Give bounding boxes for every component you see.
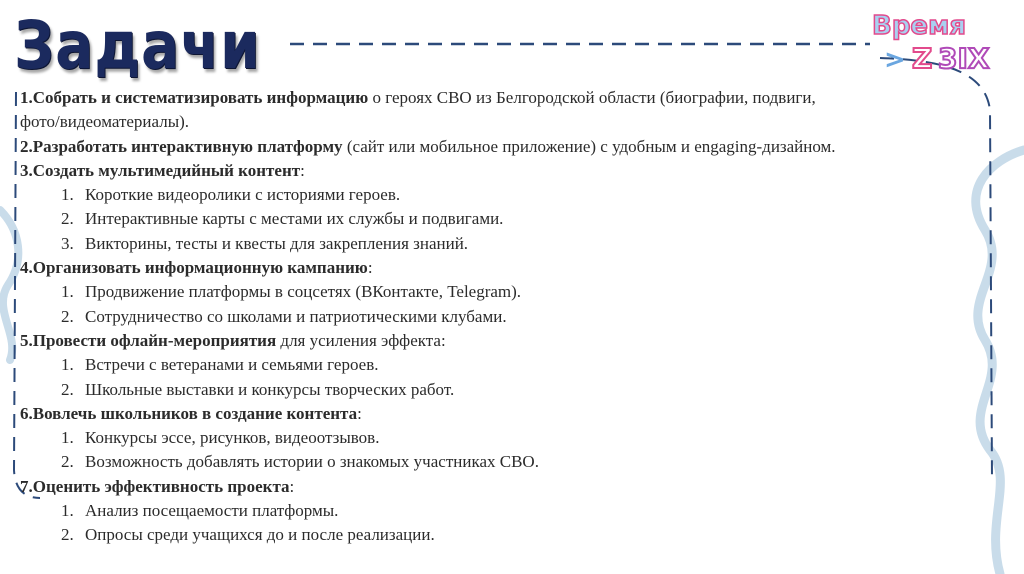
subtask-list — [20, 426, 1000, 475]
subtask-item — [20, 207, 1000, 231]
subtask-list — [20, 353, 1000, 402]
task-heading: Организовать информационную кампанию — [32, 258, 368, 278]
task-description: (сайт или мобильное приложение) с удобным и engaging-дизайном. — [342, 136, 836, 156]
task-heading: Разработать интерактивную платформу — [32, 136, 343, 156]
subtask-item — [20, 499, 1000, 523]
subtask-number: 3. — [61, 233, 74, 253]
subtask-text: Анализ посещаемости платформы. — [85, 501, 339, 521]
subtask-item — [20, 183, 1000, 207]
task-description: : — [289, 476, 295, 496]
subtask-number: 2. — [61, 209, 74, 229]
subtask-number: 1. — [61, 282, 74, 302]
subtask-item — [20, 523, 1000, 547]
logo-text-bottom: Z — [912, 42, 933, 75]
task-heading: Собрать и систематизировать информацию — [32, 88, 369, 107]
task-number: 4. — [20, 258, 33, 278]
project-logo — [862, 4, 1012, 76]
task-item — [20, 256, 1000, 280]
subtask-item — [20, 353, 1000, 377]
task-number: 1. — [20, 88, 33, 107]
subtask-number: 1. — [61, 428, 74, 448]
logo-chevron: > — [884, 45, 906, 75]
subtask-text: Встречи с ветеранами и семьями героев. — [85, 355, 379, 375]
subtask-number: 2. — [61, 306, 74, 326]
task-heading: Вовлечь школьников в создание контента — [32, 403, 358, 423]
task-number: 5. — [20, 330, 33, 350]
subtask-text: Конкурсы эссе, рисунков, видеоотзывов. — [85, 428, 380, 448]
task-description: : — [300, 160, 305, 180]
subtask-text: Опросы среди учащихся до и после реализации. — [85, 525, 435, 545]
subtask-number: 1. — [61, 355, 74, 375]
subtask-list — [20, 499, 1000, 548]
task-item — [20, 402, 1000, 426]
subtask-list — [20, 183, 1000, 256]
subtask-text: Продвижение платформы в соцсетях (ВКонтакте, Telegram). — [85, 282, 522, 302]
task-item — [20, 329, 1000, 353]
subtask-text: Интерактивные карты с местами их службы и подвигами. — [85, 209, 504, 229]
task-description: о героях СВО из Белгородской области (биографии, подвиги, — [368, 88, 816, 107]
subtask-text: Сотрудничество со школами и патриотическими клубами. — [85, 306, 507, 326]
task-number: 7. — [20, 476, 33, 496]
task-number: 6. — [20, 403, 33, 423]
subtask-number: 1. — [61, 501, 74, 521]
task-item — [20, 159, 1000, 183]
subtask-list — [20, 280, 1000, 329]
subtask-item — [20, 426, 1000, 450]
subtask-item — [20, 232, 1000, 256]
task-item — [20, 135, 1000, 159]
tasks-list — [20, 86, 1000, 548]
task-heading: Создать мультимедийный контент — [32, 160, 301, 180]
subtask-text: Школьные выставки и конкурсы творческих работ. — [85, 379, 455, 399]
subtask-item — [20, 280, 1000, 304]
task-description: : — [367, 258, 373, 278]
subtask-text: Возможность добавлять истории о знакомых участниках СВО. — [85, 452, 539, 472]
task-item — [20, 475, 1000, 499]
subtask-item — [20, 450, 1000, 474]
task-description: : — [357, 403, 362, 423]
task-heading: Оценить эффективность проекта — [32, 476, 290, 496]
subtask-item — [20, 305, 1000, 329]
subtask-number: 2. — [61, 525, 74, 545]
subtask-text: Короткие видеоролики с историями героев. — [85, 185, 401, 205]
subtask-number: 1. — [61, 185, 74, 205]
logo-text-top: Время — [872, 11, 967, 41]
task-item — [20, 86, 1000, 110]
task-number: 3. — [20, 160, 33, 180]
task-heading: Провести офлайн-мероприятия — [32, 330, 277, 350]
task-description: для усиления эффекта: — [276, 330, 446, 350]
task-description-continued: фото/видеоматериалы). — [20, 112, 190, 132]
page-title: Задачи — [14, 7, 261, 84]
logo-text-bottom-rest: 3IX — [938, 42, 990, 75]
subtask-item — [20, 378, 1000, 402]
task-number: 2. — [20, 136, 33, 156]
subtask-number: 2. — [61, 379, 74, 399]
subtask-text: Викторины, тесты и квесты для закрепления знаний. — [85, 233, 469, 253]
subtask-number: 2. — [61, 452, 74, 472]
